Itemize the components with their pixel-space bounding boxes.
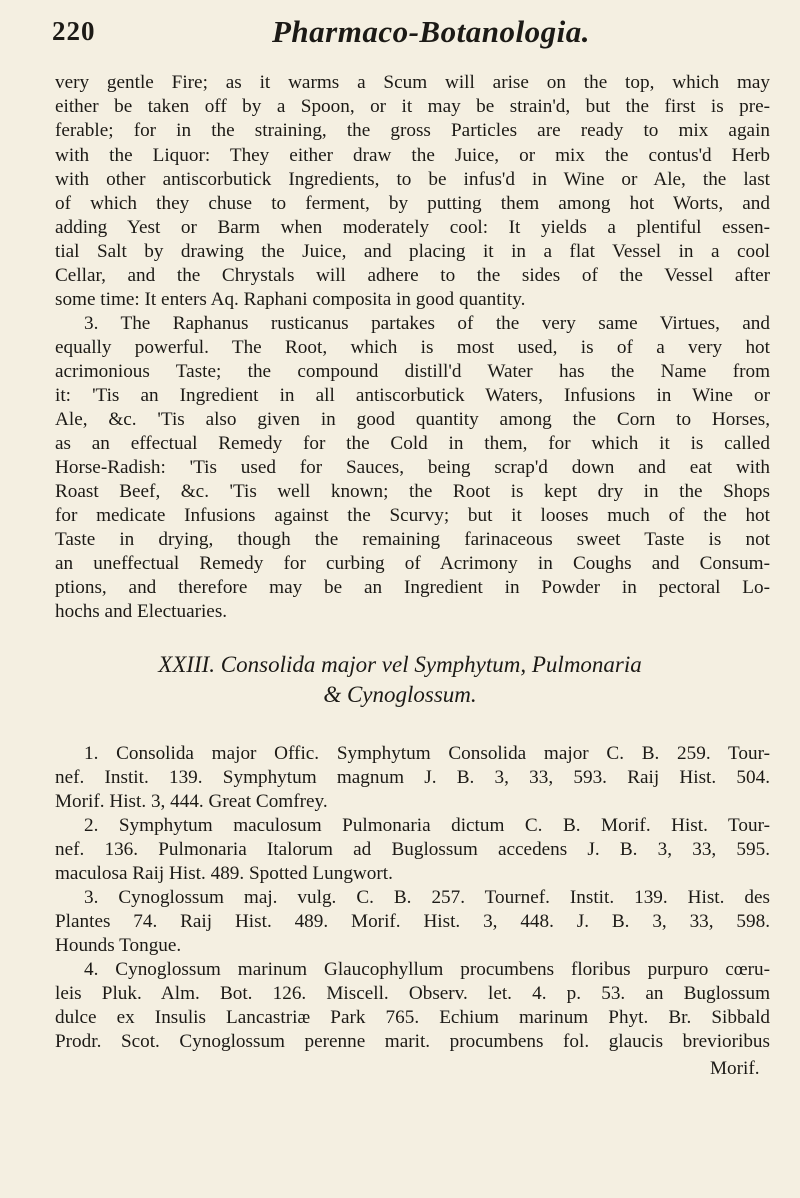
section-title-line: XXIII. Consolida major vel Symphytum, Pulmonaria (158, 652, 642, 677)
entry-line: Morif. Hist. 3, 444. Great Comfrey. (55, 791, 328, 812)
page-header (0, 14, 800, 54)
entry-line: 1. Consolida major Offic. Symphytum Consolida major C. B. 259. Tour- (84, 743, 770, 764)
text-line: very gentle Fire; as it warms a Scum will arise on the top, which may (55, 72, 770, 93)
text-line: adding Yest or Barm when moderately cool: It yields a plentiful essen- (55, 217, 770, 238)
entry-line: nef. Instit. 139. Symphytum magnum J. B. 3, 33, 593. Raij Hist. 504. (55, 767, 770, 788)
text-line: 3. The Raphanus rusticanus partakes of the very same Virtues, and (84, 313, 770, 334)
text-line: ferable; for in the straining, the gross Particles are ready to mix again (55, 120, 770, 141)
text-line: Cellar, and the Chrystals will adhere to the sides of the Vessel after (55, 265, 770, 286)
text-line: ptions, and therefore may be an Ingredient in Powder in pectoral Lo- (55, 577, 770, 598)
running-title: Pharmaco-Botanologia. (272, 14, 590, 49)
text-line: it: 'Tis an Ingredient in all antiscorbutick Waters, Infusions in Wine or (55, 385, 770, 406)
text-line: an uneffectual Remedy for curbing of Acrimony in Coughs and Consum- (55, 553, 770, 574)
text-line: for medicate Infusions against the Scurvy; but it looses much of the hot (55, 505, 770, 526)
entry-line: dulce ex Insulis Lancastriæ Park 765. Echium marinum Phyt. Br. Sibbald (55, 1007, 770, 1028)
entry-line: 4. Cynoglossum marinum Glaucophyllum procumbens floribus purpuro cœru- (84, 959, 770, 980)
text-line: Horse-Radish: 'Tis used for Sauces, being scrap'd down and eat with (55, 457, 770, 478)
entry-line: Hounds Tongue. (55, 935, 182, 956)
text-line: acrimonious Taste; the compound distill'd Water has the Name from (55, 361, 770, 382)
section-title-line: & Cynoglossum. (323, 682, 477, 707)
entry-line: 3. Cynoglossum maj. vulg. C. B. 257. Tournef. Instit. 139. Hist. des (84, 887, 770, 908)
text-line: equally powerful. The Root, which is most used, is of a very hot (55, 337, 770, 358)
entry-line: Prodr. Scot. Cynoglossum perenne marit. procumbens fol. glaucis brevioribus (55, 1031, 770, 1052)
text-line: Taste in drying, though the remaining farinaceous sweet Taste is not (55, 529, 770, 550)
text-line: tial Salt by drawing the Juice, and placing it in a flat Vessel in a cool (55, 241, 770, 262)
entry-line: 2. Symphytum maculosum Pulmonaria dictum C. B. Morif. Hist. Tour- (84, 815, 770, 836)
entry-line: nef. 136. Pulmonaria Italorum ad Buglossum accedens J. B. 3, 33, 595. (55, 839, 770, 860)
text-line: of which they chuse to ferment, by putting them among hot Worts, and (55, 193, 770, 214)
text-line: some time: It enters Aq. Raphani composita in good quantity. (55, 289, 526, 310)
entry-line: leis Pluk. Alm. Bot. 126. Miscell. Observ. let. 4. p. 53. an Buglossum (55, 983, 770, 1004)
text-line: with the Liquor: They either draw the Juice, or mix the contus'd Herb (55, 145, 770, 166)
text-line: with other antiscorbutick Ingredients, to be infus'd in Wine or Ale, the last (55, 169, 770, 190)
page-number: 220 (52, 16, 96, 46)
text-line: Roast Beef, &c. 'Tis well known; the Root is kept dry in the Shops (55, 481, 770, 502)
text-line: Ale, &c. 'Tis also given in good quantity among the Corn to Horses, (55, 409, 770, 430)
text-line: as an effectual Remedy for the Cold in them, for which it is called (55, 433, 770, 454)
text-line: hochs and Electuaries. (55, 601, 228, 622)
text-line: either be taken off by a Spoon, or it may be strain'd, but the first is pre- (55, 96, 770, 117)
catchword: Morif. (710, 1058, 760, 1079)
entry-line: maculosa Raij Hist. 489. Spotted Lungwort. (55, 863, 393, 884)
entry-line: Plantes 74. Raij Hist. 489. Morif. Hist. 3, 448. J. B. 3, 33, 598. (55, 911, 770, 932)
